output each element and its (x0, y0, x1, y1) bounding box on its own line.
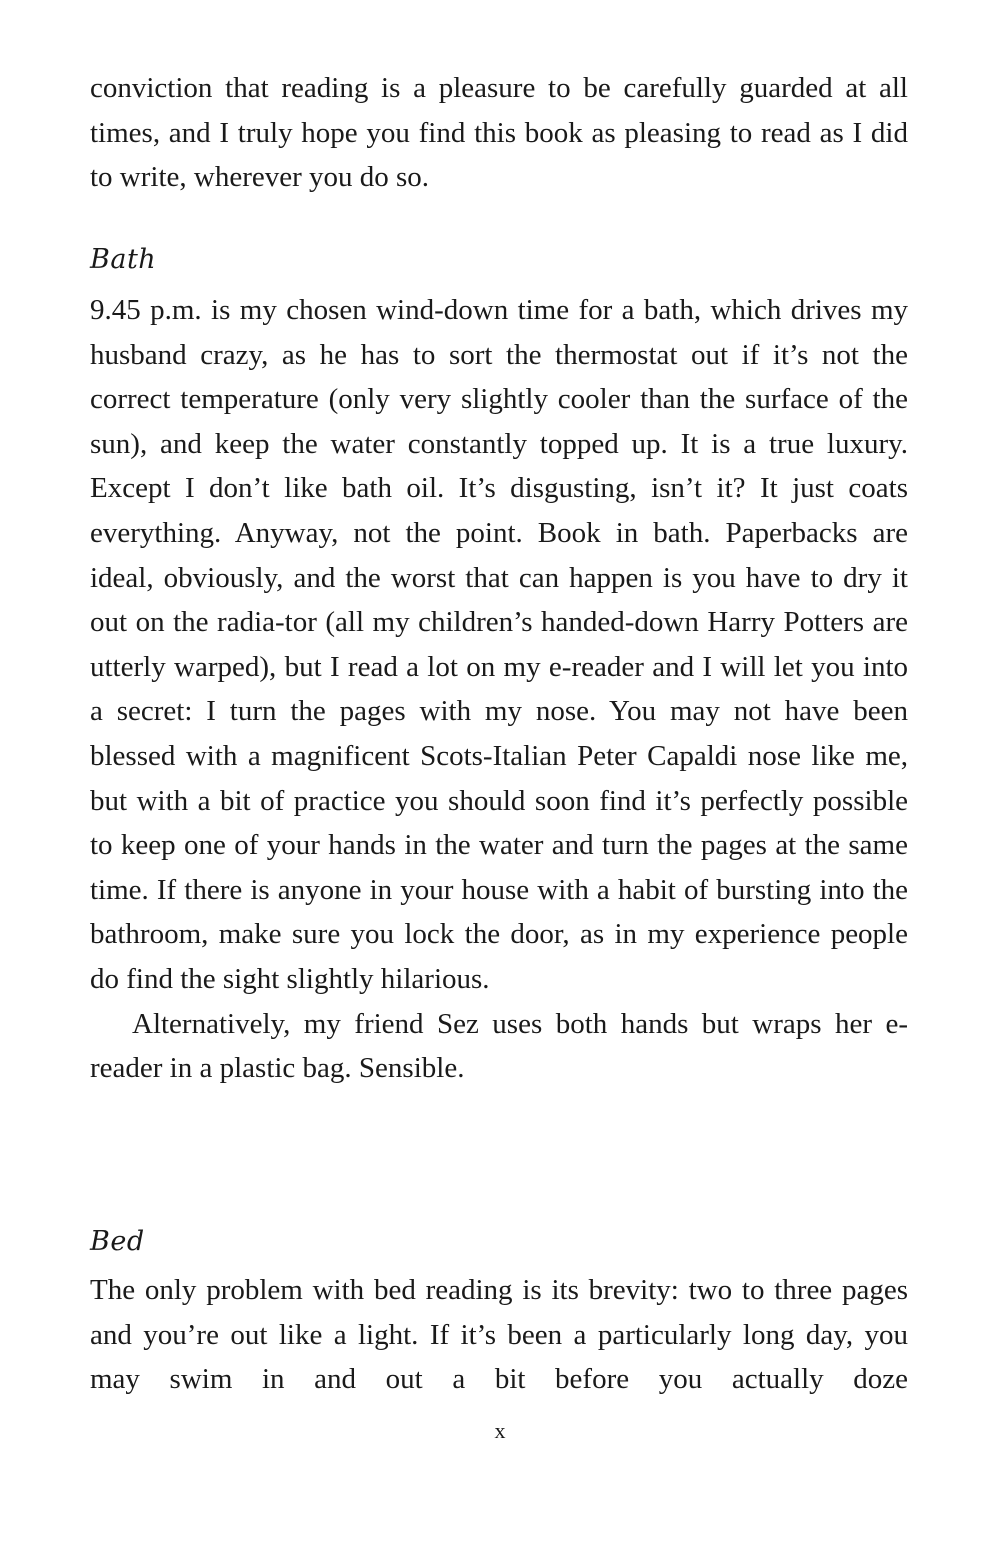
bath-paragraph-1: 9.45 p.m. is my chosen wind-down time for a bath, which drives my husband crazy, as he has to sort the thermostat out if it’s not the correct temperature (only very slightly cooler than the surface of the sun), and keep the water constantly topped up. It is a true luxury. Except I don’t like bath oil. It’s disgusting, isn’t it? It just coats everything. Anyway, not the point. Book in bath. Paperbacks are ideal, obviously, and the worst that can happen is you have to dry it out on the radia-tor (all my children’s handed-down Harry Potters are utterly warped), but I read a lot on my e-reader and I will let you into a secret: I turn the pages with my nose. You may not have been blessed with a magnificent Scots-Italian Peter Capaldi nose like me, but with a bit of practice you should soon find it’s perfectly possible to keep one of your hands in the water and turn the pages at the same time. If there is anyone in your house with a habit of bursting into the bathroom, make sure you lock the door, as in my experience people do find the sight slightly hilarious. (90, 294, 908, 995)
page-number: x (494, 1418, 506, 1443)
bath-section-body (90, 288, 908, 1091)
section-heading-bath: Bath (90, 244, 157, 275)
bath-paragraph-2: Alternatively, my friend Sez uses both hands but wraps her e-reader in a plastic bag. Sensible. (90, 1007, 908, 1085)
section-heading-bed: Bed (90, 1226, 145, 1257)
intro-paragraph: conviction that reading is a pleasure to be carefully guarded at all times, and I truly hope you find this book as pleasing to read as I did to write, wherever you do so. (90, 72, 908, 194)
bed-section-body (90, 1268, 908, 1402)
intro-paragraph-block (90, 66, 908, 200)
bed-paragraph-1: The only problem with bed reading is its brevity: two to three pages and you’re out like a light. If it’s been a particularly long day, you may swim in and out a bit before you actually doze (90, 1274, 908, 1396)
